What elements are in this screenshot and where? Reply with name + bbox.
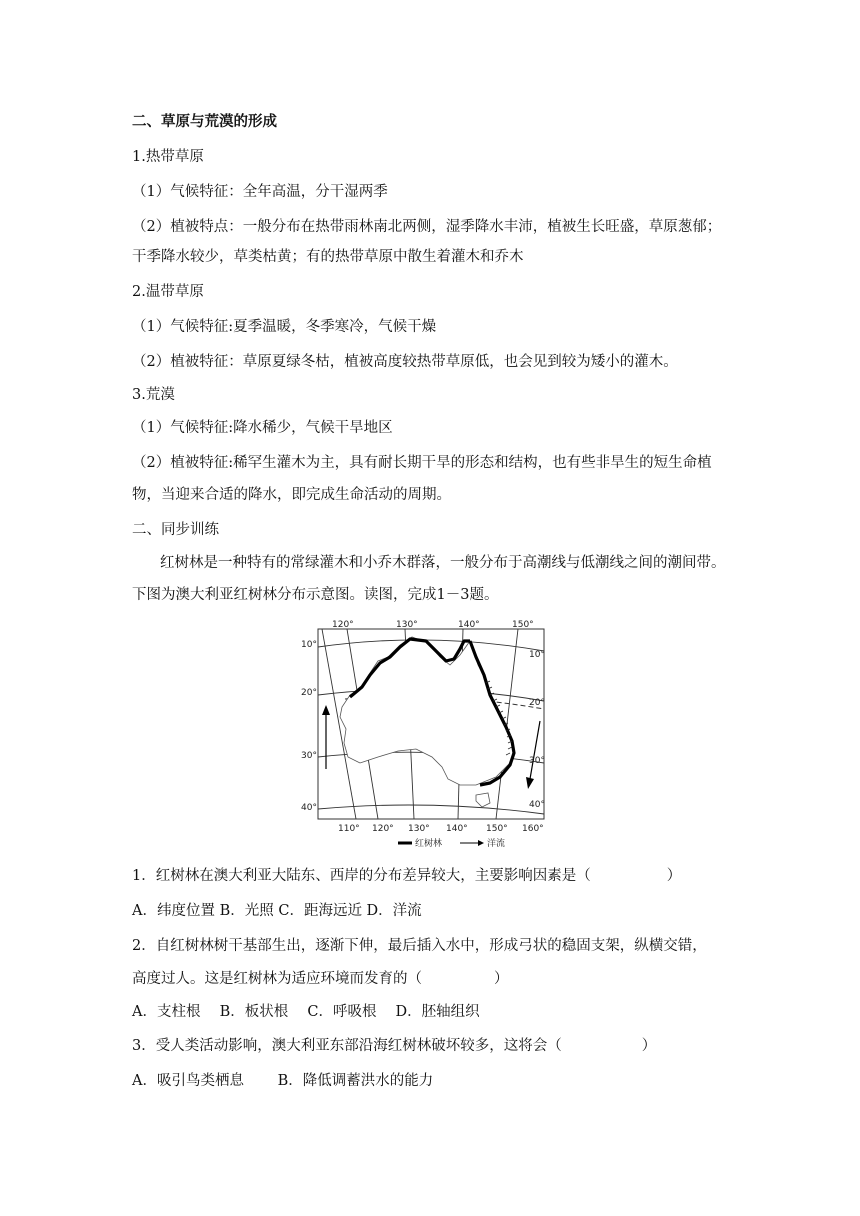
lat-label-right: 30° [529, 756, 545, 766]
lon-label-top: 120° [332, 620, 354, 630]
lon-label-top: 150° [512, 620, 534, 630]
lat-label-left: 10° [301, 640, 317, 650]
intro-paragraph-line: 下图为澳大利亚红树林分布示意图。读图，完成1－3题。 [132, 587, 499, 603]
paragraph-line: （2）植被特点：一般分布在热带雨林南北两侧，湿季降水丰沛，植被生长旺盛，草原葱郁； [132, 219, 722, 235]
lon-label-top: 140° [458, 620, 480, 630]
lon-label-bottom: 120° [372, 824, 394, 834]
question-close: ） [641, 1038, 657, 1054]
intro-paragraph-line: 红树林是一种特有的常绿灌木和小乔木群落，一般分布于高潮线与低潮线之间的潮间带。 [160, 555, 726, 571]
legend-mangrove: 红树林 [415, 839, 443, 849]
question-close: ） [666, 868, 682, 884]
lat-label-right: 20° [529, 698, 545, 708]
paragraph-line: （1）气候特征:夏季温暖，冬季寒冷，气候干燥 [132, 319, 437, 335]
lon-label-bottom: 130° [408, 824, 430, 834]
question-3-options: A．吸引鸟类栖息 B．降低调蓄洪水的能力 [132, 1073, 434, 1089]
lon-label-bottom: 150° [486, 824, 508, 834]
lat-label-right: 10° [529, 650, 545, 660]
question-stem: 1．红树林在澳大利亚大陆东、西岸的分布差异较大，主要影响因素是（ [132, 868, 591, 884]
paragraph-line: （1）气候特征:降水稀少，气候干旱地区 [132, 420, 393, 436]
lon-label-bottom: 140° [446, 824, 468, 834]
paragraph-line: （2）植被特征:稀罕生灌木为主，具有耐长期干旱的形态和结构，也有些非旱生的短生命植 [132, 455, 712, 471]
australia-mangrove-map [300, 617, 549, 852]
section-heading: 二、同步训练 [132, 522, 219, 538]
question-1 [132, 866, 681, 886]
lon-label-top: 130° [396, 620, 418, 630]
paragraph-line: （1）气候特征：全年高温，分干湿两季 [132, 184, 388, 200]
section-heading: 二、草原与荒漠的形成 [132, 113, 277, 130]
lon-label-bottom: 110° [338, 824, 360, 834]
lat-label-left: 40° [301, 803, 317, 813]
question-close: ） [494, 971, 509, 987]
question-stem: 3．受人类活动影响，澳大利亚东部沿海红树林破坏较多，这将会（ [132, 1038, 562, 1054]
lat-label-right: 40° [529, 800, 545, 810]
subsection-title: 2.温带草原 [132, 284, 204, 300]
legend-current: 洋流 [487, 839, 506, 849]
lon-label-bottom: 160° [522, 824, 544, 834]
paragraph-line: （2）植被特征：草原夏绿冬枯，植被高度较热带草原低，也会见到较为矮小的灌木。 [132, 354, 678, 370]
paragraph-line: 物，当迎来合适的降水，即完成生命活动的周期。 [132, 487, 451, 503]
question-2 [132, 969, 509, 989]
question-1-options: A．纬度位置 B．光照 C．距海远近 D．洋流 [132, 903, 422, 919]
subsection-title: 1.热带草原 [132, 149, 204, 165]
question-stem: 高度过人。这是红树林为适应环境而发育的（ [132, 971, 422, 987]
lat-label-left: 20° [301, 688, 317, 698]
subsection-title: 3.荒漠 [132, 387, 175, 403]
question-3 [132, 1036, 656, 1056]
question-2-options: A．支柱根 B．板状根 C．呼吸根 D．胚轴组织 [132, 1004, 480, 1020]
lat-label-left: 30° [301, 751, 317, 761]
paragraph-line: 干季降水较少，草类枯黄；有的热带草原中散生着灌木和乔木 [132, 249, 524, 265]
question-2-stem: 2．自红树林树干基部生出，逐渐下伸，最后插入水中，形成弓状的稳固支架，纵横交错， [132, 938, 707, 954]
